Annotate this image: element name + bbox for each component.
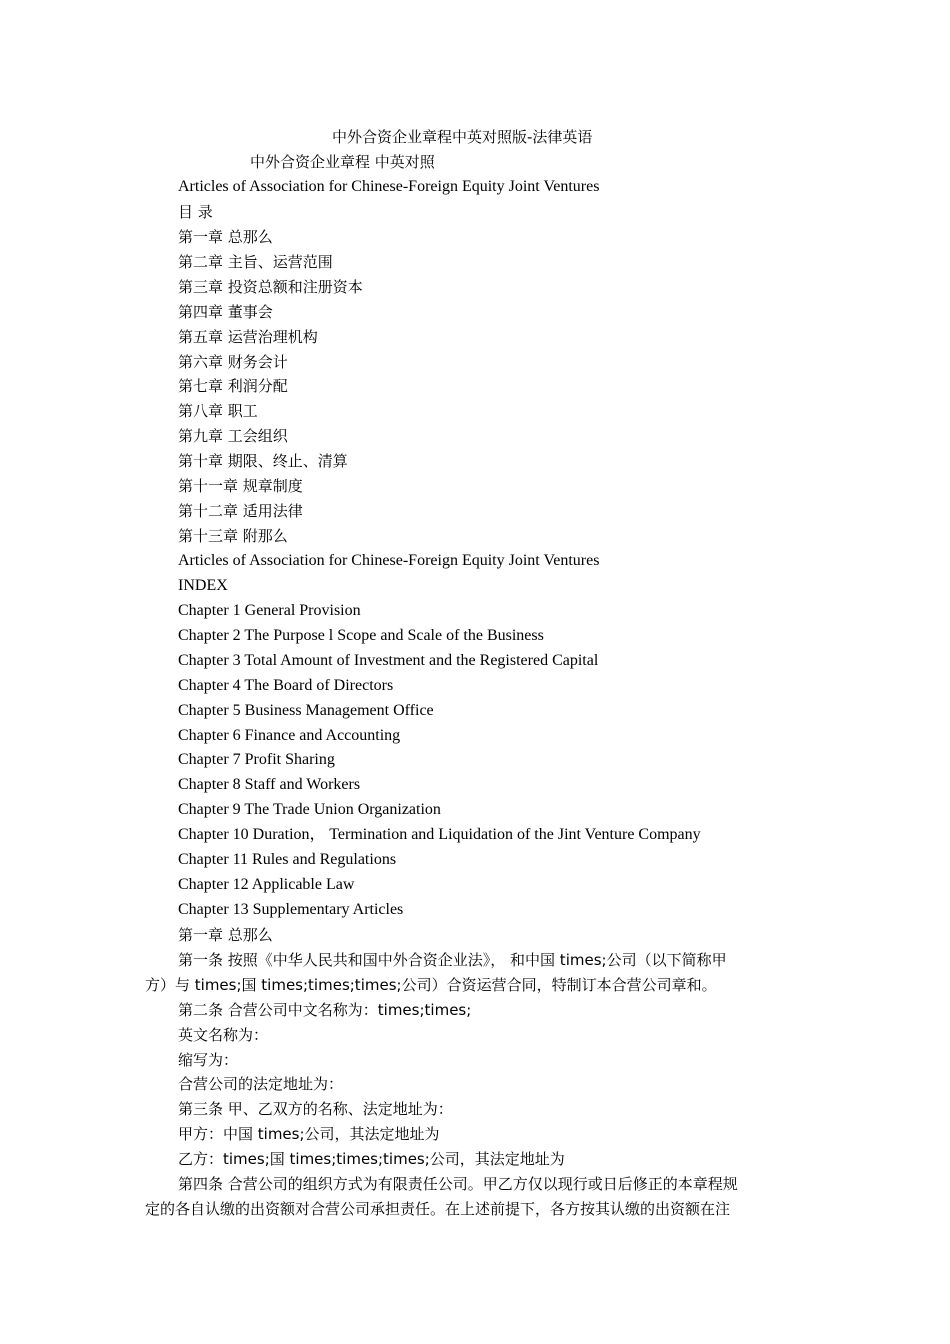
cn-toc-item: 第七章 利润分配 [178, 377, 288, 395]
cn-toc-item: 第十二章 适用法律 [178, 502, 303, 520]
legal-address-line: 合营公司的法定地址为： [178, 1075, 344, 1093]
en-toc-item: Chapter 11 Rules and Regulations [178, 851, 397, 868]
cn-toc-heading: 目 录 [178, 203, 213, 221]
en-toc-item: Chapter 13 Supplementary Articles [178, 901, 404, 918]
en-toc-item: Chapter 4 The Board of Directors [178, 677, 394, 694]
english-title-repeat: Articles of Association for Chinese-Foreign Equity Joint Ventures [178, 552, 600, 569]
en-toc-item: Chapter 6 Finance and Accounting [178, 727, 401, 744]
party-a-line: 甲方：中国 times;公司，其法定地址为 [178, 1125, 440, 1143]
en-toc-heading: INDEX [178, 577, 228, 594]
cn-toc-item: 第五章 运营治理机构 [178, 328, 318, 346]
en-toc-item: Chapter 10 Duration， Termination and Liquidation of the Jint Venture Company [178, 826, 701, 843]
article-4-line-1: 第四条 合营公司的组织方式为有限责任公司。甲乙方仅以现行或日后修正的本章程规 [178, 1175, 738, 1193]
cn-toc-item: 第三章 投资总额和注册资本 [178, 278, 363, 296]
article-1-line-1: 第一条 按照《中华人民共和国中外合资企业法》， 和中国 times;公司（以下简称甲 [178, 951, 727, 969]
cn-toc-item: 第十章 期限、终止、清算 [178, 452, 348, 470]
english-title: Articles of Association for Chinese-Foreign Equity Joint Ventures [178, 178, 600, 195]
cn-toc-item: 第二章 主旨、运营范围 [178, 253, 333, 271]
en-toc-item: Chapter 3 Total Amount of Investment and the Registered Capital [178, 652, 599, 669]
en-toc-item: Chapter 9 The Trade Union Organization [178, 801, 441, 818]
document-title: 中外合资企业章程中英对照版-法律英语 [332, 128, 593, 146]
en-toc-item: Chapter 8 Staff and Workers [178, 776, 361, 793]
en-toc-item: Chapter 7 Profit Sharing [178, 751, 335, 768]
cn-toc-item: 第一章 总那么 [178, 228, 273, 246]
cn-toc-item: 第十一章 规章制度 [178, 477, 303, 495]
chapter-1-heading: 第一章 总那么 [178, 926, 273, 944]
article-2: 第二条 合营公司中文名称为：times;times; [178, 1001, 472, 1019]
cn-toc-item: 第九章 工会组织 [178, 427, 288, 445]
en-toc-item: Chapter 2 The Purpose l Scope and Scale of the Business [178, 627, 544, 644]
article-3: 第三条 甲、乙双方的名称、法定地址为： [178, 1100, 453, 1118]
en-toc-item: Chapter 5 Business Management Office [178, 702, 434, 719]
cn-toc-item: 第十三章 附那么 [178, 527, 288, 545]
article-1-line-2: 方）与 times;国 times;times;times;公司）合资运营合同，特制订本合营公司章和。 [145, 976, 717, 994]
en-toc-item: Chapter 1 General Provision [178, 602, 361, 619]
en-toc-item: Chapter 12 Applicable Law [178, 876, 355, 893]
cn-toc-item: 第八章 职工 [178, 402, 258, 420]
cn-toc-item: 第六章 财务会计 [178, 353, 288, 371]
abbreviation-line: 缩写为： [178, 1051, 239, 1069]
document-subtitle: 中外合资企业章程 中英对照 [250, 153, 435, 171]
cn-toc-item: 第四章 董事会 [178, 303, 273, 321]
article-4-line-2: 定的各自认缴的出资额对合营公司承担责任。在上述前提下，各方按其认缴的出资额在注 [145, 1200, 731, 1218]
english-name-line: 英文名称为： [178, 1026, 269, 1044]
party-b-line: 乙方：times;国 times;times;times;公司，其法定地址为 [178, 1150, 565, 1168]
